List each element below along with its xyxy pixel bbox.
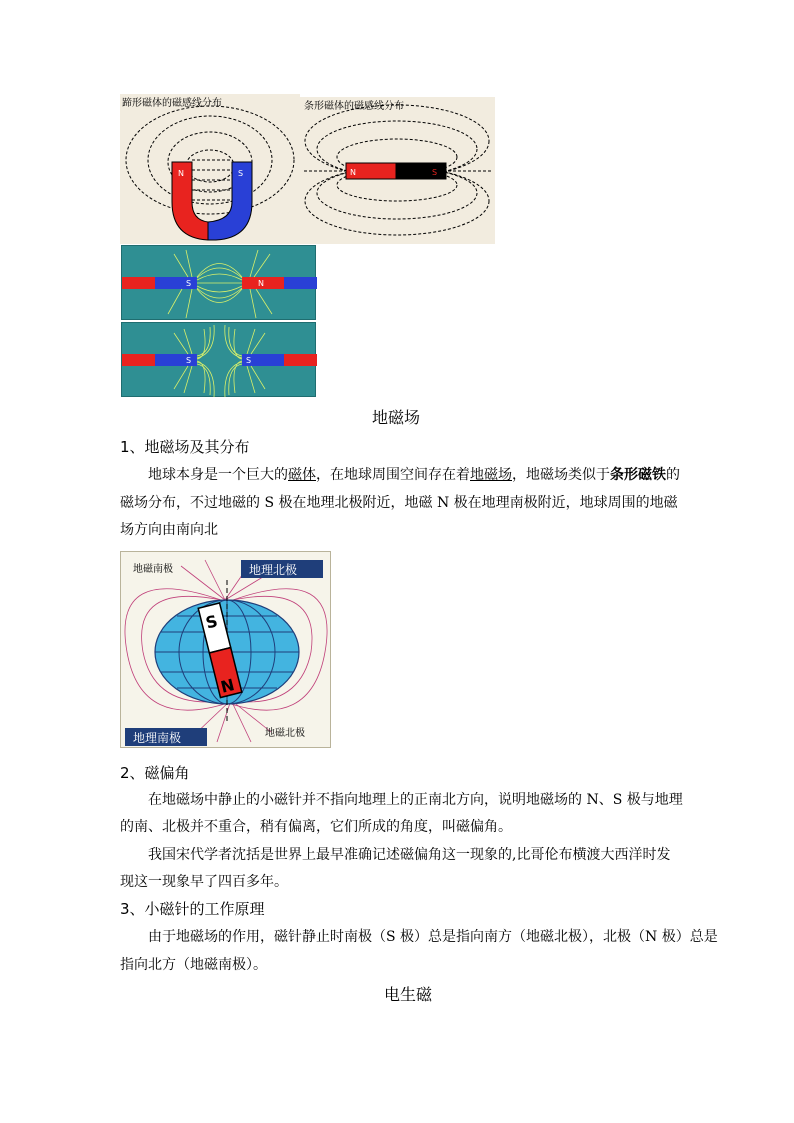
repel-poles-figure <box>121 322 316 397</box>
repel-field-diagram <box>122 323 317 398</box>
horseshoe-magnet-diagram <box>120 94 300 244</box>
earth-field-diagram <box>121 552 330 747</box>
label-geomag-south: 地磁南极 <box>133 564 173 575</box>
heading-3: 3、小磁针的工作原理 <box>120 900 265 918</box>
attract-pole-n: N <box>258 279 264 288</box>
label-geo-north: 地理北极 <box>249 563 298 577</box>
bar-caption: 条形磁体的磁感线分布 <box>304 101 404 112</box>
repel-pole-s-left: S <box>186 356 192 365</box>
paragraph-4-line-2: 指向北方（地磁南极）。 <box>120 957 267 973</box>
p1-text-c: ，在地球周围空间存在着 <box>316 467 470 483</box>
repel-pole-s-right: S <box>246 356 252 365</box>
paragraph-1-line-2: 磁场分布，不过地磁的 S 极在地理北极附近，地磁 N 极在地理南极附近，地球周围的地磁 <box>120 495 678 511</box>
earth-pole-s: S <box>203 611 220 633</box>
link-geomagnetic-field[interactable]: 地磁场 <box>470 467 512 483</box>
label-geo-south: 地理南极 <box>133 731 182 745</box>
heading-1: 1、地磁场及其分布 <box>120 438 250 456</box>
bar-pole-s-label: S <box>432 168 438 177</box>
link-magnet[interactable]: 磁体 <box>288 467 316 483</box>
pole-n-label: N <box>178 169 184 178</box>
bar-magnet-figure <box>300 97 495 244</box>
paragraph-2-line-2: 的南、北极并不重合，稍有偏离，它们所成的角度，叫磁偏角。 <box>120 819 512 835</box>
earth-magnetic-figure <box>120 551 331 748</box>
horseshoe-caption: 蹄形磁体的磁感线分布 <box>122 98 222 109</box>
p1-text-a: 地球本身是一个巨大的 <box>148 467 288 483</box>
bar-magnet-diagram <box>300 97 495 244</box>
paragraph-3-line-2: 现这一现象早了四百多年。 <box>120 874 288 890</box>
paragraph-1-line-1 <box>148 463 680 487</box>
paragraph-3-line-1: 我国宋代学者沈括是世界上最早准确记述磁偏角这一现象的,比哥伦布横渡大西洋时发 <box>148 847 671 863</box>
heading-2: 2、磁偏角 <box>120 764 190 782</box>
attract-field-diagram <box>122 246 317 321</box>
paragraph-1-line-3: 场方向由南向北 <box>120 522 218 538</box>
p1-text-e: ，地磁场类似于 <box>512 467 610 483</box>
p1-bold-bar-magnet: 条形磁铁 <box>610 467 666 483</box>
attract-pole-s: S <box>186 279 192 288</box>
section-title-electromagnetism: 电生磁 <box>384 985 433 1004</box>
paragraph-4-line-1: 由于地磁场的作用，磁针静止时南极（S 极）总是指向南方（地磁北极），北极（N 极）总是 <box>148 929 718 945</box>
earth-pole-n: N <box>218 675 237 697</box>
label-geomag-north: 地磁北极 <box>265 728 305 739</box>
p1-text-g: 的 <box>666 467 680 483</box>
section-title-geomagnetic: 地磁场 <box>372 408 421 427</box>
pole-s-label: S <box>238 169 244 178</box>
bar-pole-n-label: N <box>350 168 356 177</box>
horseshoe-magnet-figure <box>120 94 300 244</box>
attract-poles-figure <box>121 245 316 320</box>
paragraph-2-line-1: 在地磁场中静止的小磁针并不指向地理上的正南北方向，说明地磁场的 N、S 极与地理 <box>148 792 683 808</box>
